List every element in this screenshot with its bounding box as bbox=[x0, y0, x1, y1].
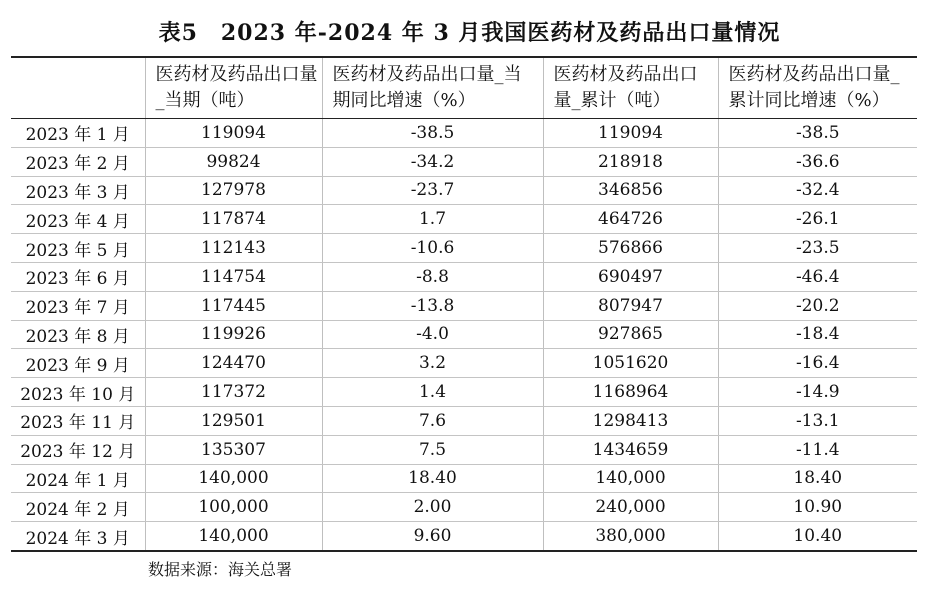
table-row bbox=[11, 205, 917, 234]
cell-period: 2024 年 3 月 bbox=[11, 522, 145, 551]
cell-current-volume: 119926 bbox=[145, 320, 322, 349]
cell-period: 2023 年 7 月 bbox=[11, 291, 145, 320]
cell-current-volume: 135307 bbox=[145, 435, 322, 464]
cell-cumulative-volume: 1051620 bbox=[543, 349, 718, 378]
cell-cumulative-growth: -13.1 bbox=[718, 406, 917, 435]
cell-cumulative-growth: -32.4 bbox=[718, 176, 917, 205]
header-cell-cumulative-volume: 医药材及药品出口量_累计（吨） bbox=[543, 57, 718, 119]
cell-cumulative-growth: -14.9 bbox=[718, 378, 917, 407]
cell-current-growth: -8.8 bbox=[322, 262, 543, 291]
cell-cumulative-volume: 346856 bbox=[543, 176, 718, 205]
table-row bbox=[11, 147, 917, 176]
cell-current-volume: 119094 bbox=[145, 119, 322, 148]
cell-cumulative-growth: 10.90 bbox=[718, 493, 917, 522]
cell-cumulative-volume: 240,000 bbox=[543, 493, 718, 522]
cell-period: 2023 年 5 月 bbox=[11, 234, 145, 263]
cell-cumulative-volume: 464726 bbox=[543, 205, 718, 234]
cell-cumulative-growth: -23.5 bbox=[718, 234, 917, 263]
export-volume-table bbox=[11, 56, 917, 552]
cell-current-volume: 112143 bbox=[145, 234, 322, 263]
table-body bbox=[11, 119, 917, 551]
header-cell-current-volume: 医药材及药品出口量_当期（吨） bbox=[145, 57, 322, 119]
cell-period: 2023 年 4 月 bbox=[11, 205, 145, 234]
cell-cumulative-growth: -11.4 bbox=[718, 435, 917, 464]
table-row bbox=[11, 378, 917, 407]
table-row bbox=[11, 435, 917, 464]
cell-period: 2023 年 3 月 bbox=[11, 176, 145, 205]
cell-period: 2023 年 9 月 bbox=[11, 349, 145, 378]
cell-cumulative-volume: 218918 bbox=[543, 147, 718, 176]
cell-current-growth: 3.2 bbox=[322, 349, 543, 378]
cell-cumulative-volume: 807947 bbox=[543, 291, 718, 320]
header-cell-cumulative-growth: 医药材及药品出口量_累计同比增速（%） bbox=[718, 57, 917, 119]
cell-cumulative-growth: -18.4 bbox=[718, 320, 917, 349]
data-source-note: 数据来源：海关总署 bbox=[148, 560, 293, 579]
cell-current-volume: 124470 bbox=[145, 349, 322, 378]
cell-cumulative-volume: 1168964 bbox=[543, 378, 718, 407]
cell-cumulative-volume: 1298413 bbox=[543, 406, 718, 435]
cell-period: 2024 年 2 月 bbox=[11, 493, 145, 522]
cell-current-growth: -13.8 bbox=[322, 291, 543, 320]
cell-cumulative-growth: -16.4 bbox=[718, 349, 917, 378]
cell-current-volume: 140,000 bbox=[145, 522, 322, 551]
cell-current-growth: -38.5 bbox=[322, 119, 543, 148]
cell-current-growth: 7.6 bbox=[322, 406, 543, 435]
cell-current-volume: 100,000 bbox=[145, 493, 322, 522]
cell-period: 2023 年 6 月 bbox=[11, 262, 145, 291]
table-row bbox=[11, 234, 917, 263]
cell-current-volume: 99824 bbox=[145, 147, 322, 176]
cell-cumulative-volume: 576866 bbox=[543, 234, 718, 263]
header-cell-period bbox=[11, 57, 145, 119]
cell-current-growth: 18.40 bbox=[322, 464, 543, 493]
cell-cumulative-growth: -26.1 bbox=[718, 205, 917, 234]
cell-current-volume: 127978 bbox=[145, 176, 322, 205]
cell-cumulative-volume: 1434659 bbox=[543, 435, 718, 464]
table-container bbox=[11, 56, 917, 552]
table-row bbox=[11, 406, 917, 435]
cell-current-volume: 114754 bbox=[145, 262, 322, 291]
cell-period: 2023 年 12 月 bbox=[11, 435, 145, 464]
cell-current-volume: 117874 bbox=[145, 205, 322, 234]
table-title: 表5 2023 年-2024 年 3 月我国医药材及药品出口量情况 bbox=[158, 20, 781, 46]
cell-current-growth: -4.0 bbox=[322, 320, 543, 349]
cell-current-volume: 117445 bbox=[145, 291, 322, 320]
table-row bbox=[11, 176, 917, 205]
header-row bbox=[11, 57, 917, 119]
cell-current-growth: -34.2 bbox=[322, 147, 543, 176]
cell-current-growth: -23.7 bbox=[322, 176, 543, 205]
cell-period: 2023 年 8 月 bbox=[11, 320, 145, 349]
cell-cumulative-volume: 119094 bbox=[543, 119, 718, 148]
cell-current-volume: 129501 bbox=[145, 406, 322, 435]
cell-cumulative-volume: 927865 bbox=[543, 320, 718, 349]
cell-cumulative-growth: -46.4 bbox=[718, 262, 917, 291]
cell-current-growth: 9.60 bbox=[322, 522, 543, 551]
cell-period: 2023 年 2 月 bbox=[11, 147, 145, 176]
cell-current-volume: 117372 bbox=[145, 378, 322, 407]
cell-period: 2023 年 11 月 bbox=[11, 406, 145, 435]
cell-period: 2023 年 10 月 bbox=[11, 378, 145, 407]
cell-cumulative-growth: 10.40 bbox=[718, 522, 917, 551]
table-row bbox=[11, 349, 917, 378]
table-row bbox=[11, 262, 917, 291]
cell-current-volume: 140,000 bbox=[145, 464, 322, 493]
header-cell-current-growth: 医药材及药品出口量_当期同比增速（%） bbox=[322, 57, 543, 119]
table-row bbox=[11, 522, 917, 551]
cell-cumulative-volume: 140,000 bbox=[543, 464, 718, 493]
cell-cumulative-growth: -36.6 bbox=[718, 147, 917, 176]
cell-period: 2024 年 1 月 bbox=[11, 464, 145, 493]
table-row bbox=[11, 493, 917, 522]
cell-cumulative-volume: 690497 bbox=[543, 262, 718, 291]
cell-cumulative-growth: -38.5 bbox=[718, 119, 917, 148]
table-row bbox=[11, 464, 917, 493]
cell-current-growth: 2.00 bbox=[322, 493, 543, 522]
table-row bbox=[11, 320, 917, 349]
cell-period: 2023 年 1 月 bbox=[11, 119, 145, 148]
cell-current-growth: 1.7 bbox=[322, 205, 543, 234]
cell-cumulative-volume: 380,000 bbox=[543, 522, 718, 551]
cell-current-growth: -10.6 bbox=[322, 234, 543, 263]
cell-current-growth: 7.5 bbox=[322, 435, 543, 464]
cell-current-growth: 1.4 bbox=[322, 378, 543, 407]
table-row bbox=[11, 119, 917, 148]
cell-cumulative-growth: 18.40 bbox=[718, 464, 917, 493]
cell-cumulative-growth: -20.2 bbox=[718, 291, 917, 320]
table-row bbox=[11, 291, 917, 320]
